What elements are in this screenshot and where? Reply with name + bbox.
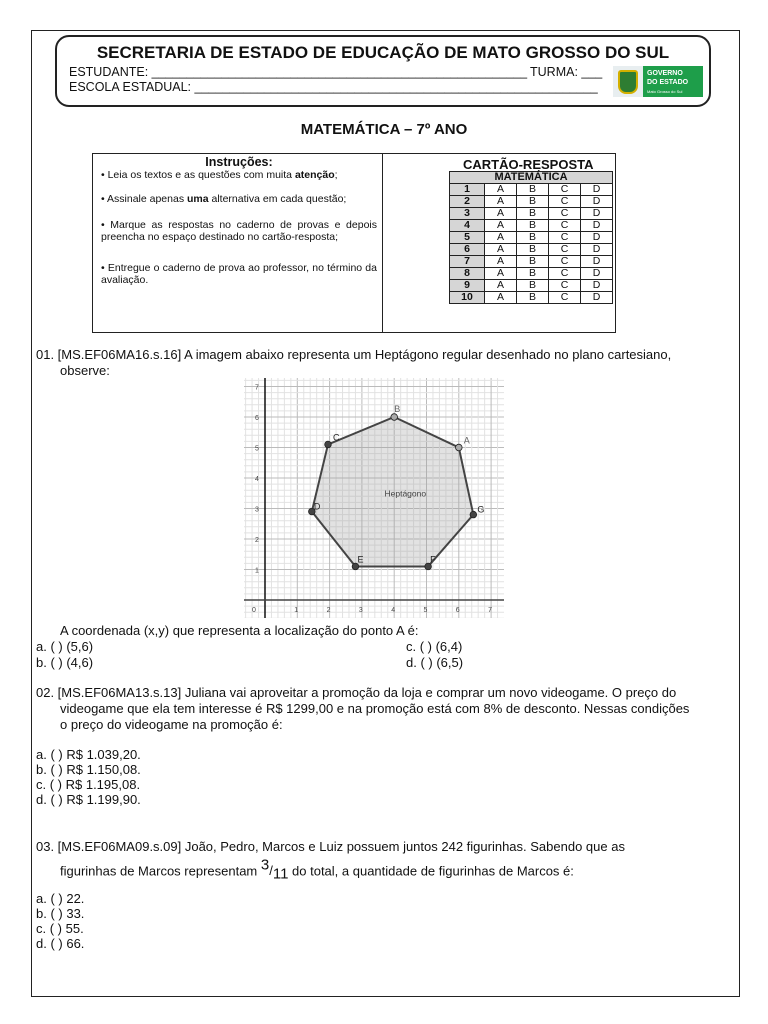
answer-bubble[interactable]: B (517, 268, 549, 280)
question-number: 3 (450, 208, 485, 220)
point-label: A (463, 435, 470, 446)
answer-bubble[interactable]: C (549, 280, 581, 292)
question-number: 4 (450, 220, 485, 232)
instructions-title: Instruções: (205, 155, 273, 169)
answer-bubble[interactable]: D (581, 220, 613, 232)
point-a (456, 444, 463, 451)
answer-bubble[interactable]: D (581, 280, 613, 292)
answer-bubble[interactable]: C (549, 292, 581, 304)
x-tick-label: 6 (455, 607, 460, 614)
answer-bubble[interactable]: C (549, 196, 581, 208)
answer-card-row (450, 208, 613, 220)
answer-card-table (449, 171, 613, 304)
question-number: 9 (450, 280, 485, 292)
answer-bubble[interactable]: C (549, 268, 581, 280)
question-number: 10 (450, 292, 485, 304)
answer-bubble[interactable]: B (517, 208, 549, 220)
point-label: B (394, 404, 401, 414)
x-tick-label: 1 (294, 607, 299, 614)
y-tick-label: 3 (255, 506, 259, 514)
student-field[interactable]: ESTUDANTE: ______________________________________________________ (69, 65, 528, 79)
answer-bubble[interactable]: D (581, 184, 613, 196)
y-tick-label: 2 (255, 537, 259, 544)
answer-bubble[interactable]: A (485, 268, 517, 280)
answer-card-subject: MATEMÁTICA (450, 172, 613, 184)
school-field[interactable]: ESCOLA ESTADUAL: __________________________________________________________ (69, 80, 598, 94)
answer-bubble[interactable]: B (517, 220, 549, 232)
instruction-item: • Leia os textos e as questões com muita atenção; (101, 168, 338, 181)
answer-bubble[interactable]: D (581, 256, 613, 268)
answer-bubble[interactable]: A (485, 208, 517, 220)
q2-option-d[interactable]: d. ( ) R$ 1.199,90. (36, 792, 141, 807)
q2-text-2: videogame que ela tem interesse é R$ 1299,00 e na promoção está com 8% de desconto. Nessas condições (60, 701, 690, 716)
answer-card-row (450, 280, 613, 292)
government-logo (613, 66, 703, 97)
instructions-box (92, 153, 616, 333)
answer-bubble[interactable]: D (581, 292, 613, 304)
q1-prompt: A coordenada (x,y) que representa a localização do ponto A é: (60, 623, 419, 638)
instruction-item: • Marque as respostas no caderno de provas e depois preencha no espaço destinado no cartão-resposta; (101, 218, 377, 243)
point-label: C (332, 432, 340, 443)
divider (382, 154, 383, 332)
point-label: F (430, 554, 436, 565)
answer-bubble[interactable]: D (581, 196, 613, 208)
x-tick-label: 5 (423, 607, 428, 614)
answer-bubble[interactable]: D (581, 232, 613, 244)
instructions (101, 156, 377, 300)
y-tick-label: 4 (255, 476, 259, 483)
answer-bubble[interactable]: B (517, 232, 549, 244)
answer-card-row (450, 220, 613, 232)
q3-text-2: figurinhas de Marcos representam $^3/_{11}$ do total, a quantidade de figurinhas de Marcos é: (60, 857, 574, 883)
answer-bubble[interactable]: C (549, 220, 581, 232)
answer-bubble[interactable]: D (581, 244, 613, 256)
question-number: 2 (450, 196, 485, 208)
answer-card-row (450, 244, 613, 256)
answer-bubble[interactable]: A (485, 196, 517, 208)
q2-option-a[interactable]: a. ( ) R$ 1.039,20. (36, 747, 141, 762)
answer-bubble[interactable]: A (485, 244, 517, 256)
q2-text-3: o preço do videogame na promoção é: (60, 717, 283, 732)
q1-option-b[interactable]: b. ( ) (4,6) (36, 655, 94, 670)
header-box (55, 35, 711, 107)
answer-bubble[interactable]: A (485, 232, 517, 244)
q1-text-cont: observe: (60, 363, 110, 378)
answer-bubble[interactable]: D (581, 208, 613, 220)
state-crest-icon (613, 66, 643, 97)
answer-bubble[interactable]: A (485, 280, 517, 292)
x-tick-label: 4 (391, 607, 396, 614)
fraction: $^3/_{11}$ (260, 857, 289, 883)
y-tick-label: 1 (255, 567, 259, 575)
x-tick-label: 2 (326, 607, 331, 614)
answer-bubble[interactable]: C (549, 232, 581, 244)
subject-title: MATEMÁTICA – 7º ANO (300, 121, 468, 138)
q3-option-b[interactable]: b. ( ) 33. (36, 906, 85, 921)
answer-bubble[interactable]: B (517, 292, 549, 304)
question-number: 7 (450, 256, 485, 268)
answer-bubble[interactable]: A (485, 292, 517, 304)
answer-bubble[interactable]: D (581, 268, 613, 280)
x-tick-label: 7 (488, 607, 493, 614)
answer-bubble[interactable]: C (549, 256, 581, 268)
instruction-item: • Assinale apenas uma alternativa em cada questão; (101, 193, 347, 205)
q3-option-a[interactable]: a. ( ) 22. (36, 891, 85, 906)
point-g (470, 511, 477, 518)
answer-card-row (450, 256, 613, 268)
point-b (391, 414, 398, 421)
logo-text: GOVERNO DO ESTADO Mato Grosso do Sul (643, 66, 703, 97)
q3-option-d[interactable]: d. ( ) 66. (36, 936, 85, 951)
x-tick-label: 0 (252, 607, 256, 614)
answer-card-row (450, 268, 613, 280)
q1-option-c[interactable]: c. ( ) (6,4) (406, 639, 463, 654)
q3-option-c[interactable]: c. ( ) 55. (36, 921, 84, 936)
answer-card-row (450, 196, 613, 208)
answer-bubble[interactable]: A (485, 220, 517, 232)
point-c (325, 441, 332, 448)
point-label: E (357, 554, 364, 565)
point-label: G (477, 504, 485, 515)
question-number: 6 (450, 244, 485, 256)
point-label: D (313, 501, 321, 512)
answer-bubble[interactable]: C (549, 244, 581, 256)
answer-bubble[interactable]: A (485, 184, 517, 196)
q1-option-d[interactable]: d. ( ) (6,5) (406, 655, 464, 670)
q3-text: 03. [MS.EF06MA09.s.09] João, Pedro, Marcos e Luiz possuem juntos 242 figurinhas. Sabendo que as (36, 839, 625, 854)
q2-option-b[interactable]: b. ( ) R$ 1.150,08. (36, 762, 141, 777)
answer-card-row (450, 184, 613, 196)
answer-card-row (450, 232, 613, 244)
answer-card-row (450, 292, 613, 304)
y-tick-label: 7 (255, 384, 259, 392)
instruction-item: • Entregue o caderno de prova ao professor, no término da avaliação. (101, 261, 377, 286)
y-tick-label: 5 (255, 445, 259, 453)
q1-option-a[interactable]: a. ( ) (5,6) (36, 639, 94, 654)
y-tick-label: 6 (255, 415, 259, 422)
answer-bubble[interactable]: B (517, 244, 549, 256)
answer-bubble[interactable]: B (517, 196, 549, 208)
answer-card-title: CARTÃO-RESPOSTA (463, 157, 594, 172)
answer-bubble[interactable]: B (517, 184, 549, 196)
answer-bubble[interactable]: B (517, 256, 549, 268)
q1-text: 01. [MS.EF06MA16.s.16] A imagem abaixo representa um Heptágono regular desenhado no plano cartesiano, (36, 347, 672, 362)
answer-bubble[interactable]: C (549, 184, 581, 196)
heptagon-figure (244, 378, 504, 618)
answer-bubble[interactable]: B (517, 280, 549, 292)
question-number: 8 (450, 268, 485, 280)
answer-bubble[interactable]: C (549, 208, 581, 220)
x-tick-label: 3 (358, 607, 363, 614)
question-number: 1 (450, 184, 485, 196)
header-title: SECRETARIA DE ESTADO DE EDUCAÇÃO DE MATO GROSSO DO SUL (96, 43, 670, 62)
heptagon-label: Heptágono (384, 488, 427, 499)
question-number: 5 (450, 232, 485, 244)
q2-option-c[interactable]: c. ( ) R$ 1.195,08. (36, 777, 141, 792)
q2-text: 02. [MS.EF06MA13.s.13] Juliana vai aproveitar a promoção da loja e comprar um novo videogame. O preço do (36, 685, 677, 700)
answer-bubble[interactable]: A (485, 256, 517, 268)
class-field[interactable]: TURMA: ___ (530, 65, 603, 79)
